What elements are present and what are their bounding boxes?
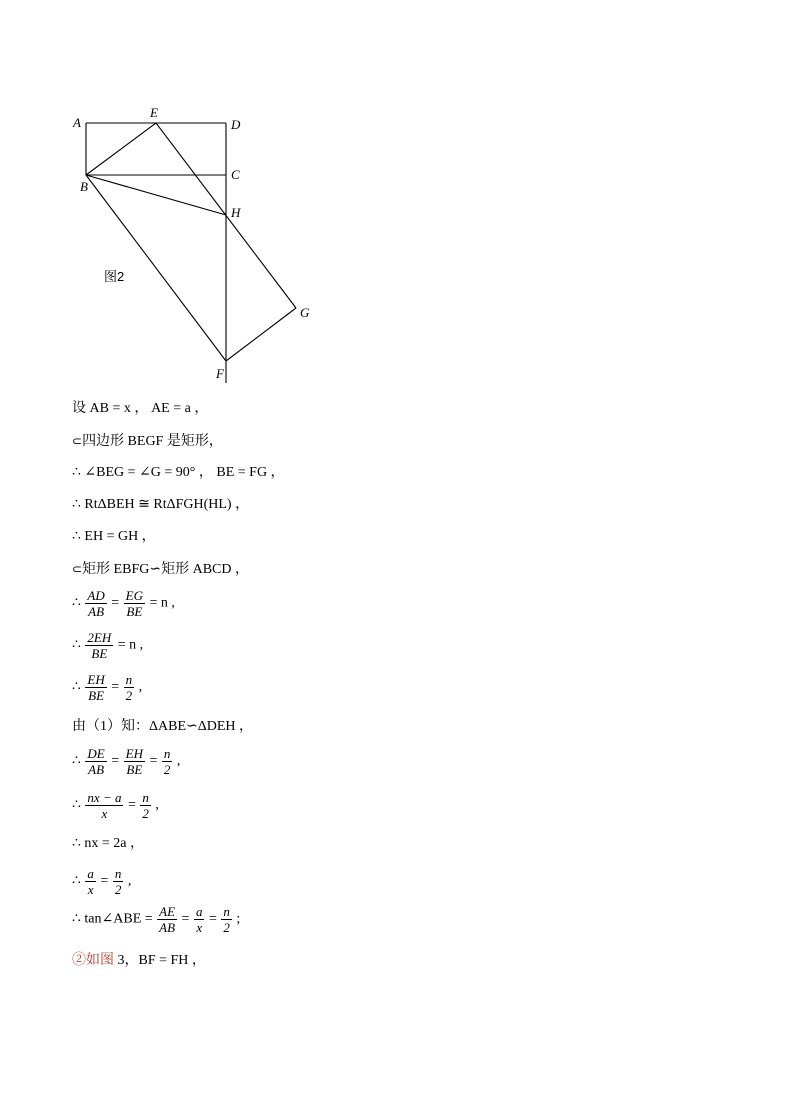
therefore-symbol: ∴ [72,797,81,813]
therefore-symbol: ∴ [72,679,81,695]
segment-BF [86,175,226,361]
fraction: $\frac{n}{2}$ [223,904,230,935]
label-G: G [300,305,310,320]
therefore-symbol: ∴ [72,637,81,653]
tan-prefix: tan∠ABE = [84,911,153,927]
line-9: ∴ $\frac{EH}{BE}$ = $\frac{n}{2}$ , [72,672,143,703]
line-4: ∴ RtΔBEH ≅ RtΔFGH(HL) ， [72,497,250,512]
rhs: = n , [117,637,144,653]
fraction: $\frac{a}{x}$ [87,866,94,897]
fraction: $\frac{a}{x}$ [195,904,203,935]
therefore-symbol: ∴ [72,873,81,889]
label-B: B [80,179,88,194]
therefore-symbol: ∴ [72,595,81,611]
figure-caption: 图2 [104,269,125,284]
fraction: $\frac{n}{2}$ [163,746,171,777]
line-1: 设 AB = x ， AE = a ， [72,401,209,416]
label-H: H [231,205,241,220]
line-2-text: 四边形 BEGF 是矩形， [82,434,223,449]
because-icon: ⊂ [72,562,83,576]
line-7: ∴ $\frac{AD}{AB}$ = $\frac{EG}{BE}$ = n , [72,588,175,619]
line-16: ②如图 3，BF = FH ， [72,953,206,968]
label-A: A [73,115,81,130]
segment-FG [226,308,296,361]
fraction: $\frac{n}{2}$ [114,866,122,897]
line-14: ∴ $\frac{a}{x}$ = $\frac{n}{2}$ , [72,866,132,897]
geometry-figure [60,100,330,390]
line-6-text: 矩形 EBFG∽矩形 ABCD ， [82,562,249,577]
because-icon: ⊂ [72,434,83,448]
fraction: $\frac{DE}{AB}$ [87,746,105,777]
line-11: ∴ $\frac{DE}{AB}$ = $\frac{EH}{BE}$ = $\frac{n}{2}$ , [72,746,181,777]
fraction: $\frac{AE}{AB}$ [159,904,176,935]
label-C: C [231,167,240,182]
fraction: $\frac{n}{2}$ [125,672,133,703]
line-15: ∴ tan∠ABE = $\frac{AE}{AB}$ = $\frac{a}{x}$ = $\frac{n}{2}$ ; [72,904,241,935]
segment-BH [86,175,226,215]
line-13: ∴ nx = 2a ， [72,836,145,851]
fraction: $\frac{AD}{AB}$ [87,588,105,619]
rhs: = n , [149,595,175,611]
fraction: $\frac{nx - a}{x}$ [87,790,122,821]
fraction: $\frac{n}{2}$ [142,790,149,821]
fraction: $\frac{EH}{BE}$ [125,746,144,777]
label-E: E [150,105,158,120]
fraction: $\frac{EH}{BE}$ [87,672,105,703]
label-D: D [231,117,241,132]
line-8 [72,630,143,661]
line-2 [72,432,223,451]
therefore-symbol: ∴ [72,753,81,769]
line-3: ∴ ∠BEG = ∠G = 90° ， BE = FG ， [72,465,285,480]
line-10: 由（1）知：ΔABE∽ΔDEH ， [72,719,254,734]
fraction: $\frac{EG}{BE}$ [125,588,144,619]
label-F: F [216,366,224,381]
therefore-symbol: ∴ [72,911,81,927]
line-5: ∴ EH = GH ， [72,529,156,544]
marker-circled-2: ②如图 [72,953,118,968]
line-12: ∴ $\frac{nx - a}{x}$ = $\frac{n}{2}$ , [72,790,159,821]
fraction: $\frac{2EH}{BE}$ [87,630,112,661]
line-6 [72,560,249,579]
segment-BE [86,123,156,175]
